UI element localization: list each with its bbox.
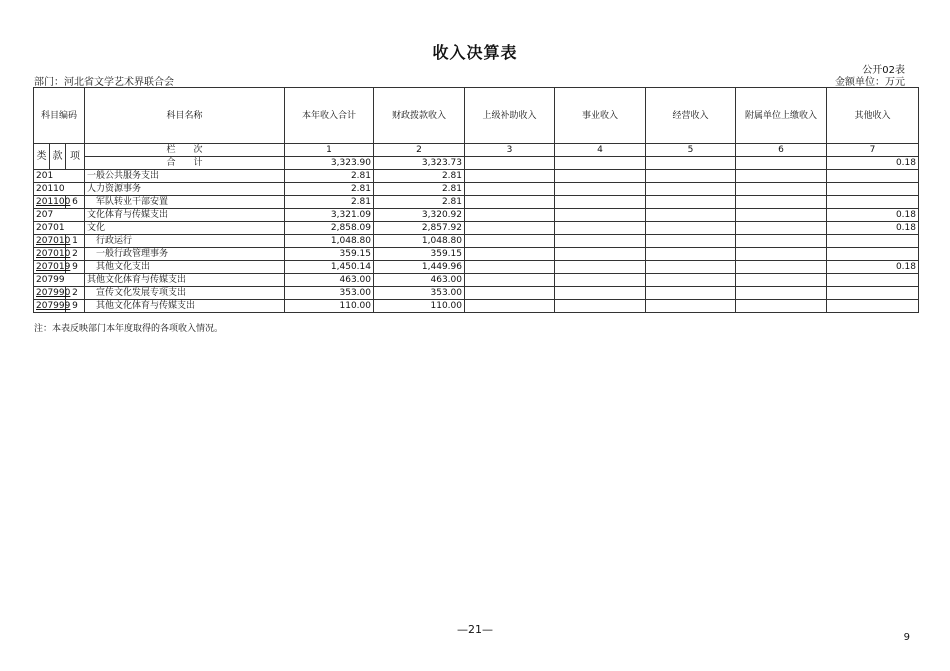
row-value-7: 0.18 bbox=[827, 209, 919, 222]
header-col-7: 其他收入 bbox=[827, 88, 919, 144]
sub-lanci: 栏 次 bbox=[85, 144, 285, 157]
table-row bbox=[34, 274, 919, 287]
row-value-6 bbox=[736, 235, 827, 248]
table-row bbox=[34, 196, 919, 209]
row-sub-code: 9 bbox=[66, 300, 85, 313]
row-name: 文化体育与传媒支出 bbox=[85, 209, 285, 222]
row-value-1: 2.81 bbox=[285, 196, 374, 209]
sub-num-4: 4 bbox=[555, 144, 646, 157]
income-table bbox=[33, 87, 919, 313]
row-value-1: 353.00 bbox=[285, 287, 374, 300]
row-value-2: 2,857.92 bbox=[374, 222, 465, 235]
row-value-5 bbox=[646, 183, 736, 196]
row-value-5 bbox=[646, 196, 736, 209]
row-sub-code: 9 bbox=[66, 261, 85, 274]
total-val-2: 3,323.73 bbox=[374, 157, 465, 170]
form-code: 公开02表 bbox=[862, 65, 905, 76]
page-number: —21— bbox=[457, 623, 493, 636]
row-value-4 bbox=[555, 235, 646, 248]
row-value-2: 3,320.92 bbox=[374, 209, 465, 222]
row-value-4 bbox=[555, 222, 646, 235]
row-value-3 bbox=[465, 183, 555, 196]
row-code: 207010 bbox=[34, 235, 66, 248]
row-value-6 bbox=[736, 274, 827, 287]
header-col-4: 事业收入 bbox=[555, 88, 646, 144]
row-value-3 bbox=[465, 274, 555, 287]
row-value-4 bbox=[555, 300, 646, 313]
row-value-6 bbox=[736, 222, 827, 235]
header-col-1: 本年收入合计 bbox=[285, 88, 374, 144]
row-name: 其他文化支出 bbox=[85, 261, 285, 274]
row-code: 20110 bbox=[34, 183, 85, 196]
header-code: 科目编码 bbox=[34, 88, 85, 144]
row-value-4 bbox=[555, 170, 646, 183]
total-val-1: 3,323.90 bbox=[285, 157, 374, 170]
row-value-3 bbox=[465, 261, 555, 274]
row-value-6 bbox=[736, 209, 827, 222]
total-val-5 bbox=[646, 157, 736, 170]
row-value-2: 359.15 bbox=[374, 248, 465, 261]
row-value-4 bbox=[555, 209, 646, 222]
sub-lei: 类 bbox=[34, 144, 50, 170]
row-value-2: 2.81 bbox=[374, 183, 465, 196]
total-val-3 bbox=[465, 157, 555, 170]
row-value-3 bbox=[465, 300, 555, 313]
row-value-6 bbox=[736, 261, 827, 274]
row-value-3 bbox=[465, 196, 555, 209]
row-value-1: 110.00 bbox=[285, 300, 374, 313]
row-value-3 bbox=[465, 287, 555, 300]
total-val-4 bbox=[555, 157, 646, 170]
row-value-3 bbox=[465, 235, 555, 248]
table-row bbox=[34, 261, 919, 274]
row-value-5 bbox=[646, 222, 736, 235]
corner-page-number: 9 bbox=[903, 632, 910, 643]
row-name: 宣传文化发展专项支出 bbox=[85, 287, 285, 300]
row-value-1: 2.81 bbox=[285, 170, 374, 183]
row-code: 207990 bbox=[34, 287, 66, 300]
row-value-7: 0.18 bbox=[827, 222, 919, 235]
sub-num-1: 1 bbox=[285, 144, 374, 157]
sub-num-2: 2 bbox=[374, 144, 465, 157]
header-col-2: 财政拨款收入 bbox=[374, 88, 465, 144]
row-value-7 bbox=[827, 274, 919, 287]
row-value-5 bbox=[646, 274, 736, 287]
sub-num-3: 3 bbox=[465, 144, 555, 157]
row-name: 人力资源事务 bbox=[85, 183, 285, 196]
table-body bbox=[34, 170, 919, 313]
sub-xiang: 项 bbox=[66, 144, 85, 170]
row-code: 201100 bbox=[34, 196, 66, 209]
header-col-3: 上级补助收入 bbox=[465, 88, 555, 144]
total-val-7: 0.18 bbox=[827, 157, 919, 170]
row-value-7: 0.18 bbox=[827, 261, 919, 274]
total-label: 合 计 bbox=[85, 157, 285, 170]
sub-kuan: 款 bbox=[50, 144, 66, 170]
row-value-1: 1,048.80 bbox=[285, 235, 374, 248]
row-sub-code: 2 bbox=[66, 287, 85, 300]
row-value-3 bbox=[465, 248, 555, 261]
table-row bbox=[34, 300, 919, 313]
page-title: 收入决算表 bbox=[432, 43, 518, 62]
row-value-5 bbox=[646, 300, 736, 313]
row-value-4 bbox=[555, 183, 646, 196]
table-row bbox=[34, 170, 919, 183]
row-name: 一般公共服务支出 bbox=[85, 170, 285, 183]
row-value-1: 2,858.09 bbox=[285, 222, 374, 235]
row-value-7 bbox=[827, 235, 919, 248]
row-sub-code: 6 bbox=[66, 196, 85, 209]
row-code: 207010 bbox=[34, 248, 66, 261]
row-value-3 bbox=[465, 170, 555, 183]
row-value-2: 1,048.80 bbox=[374, 235, 465, 248]
row-value-1: 463.00 bbox=[285, 274, 374, 287]
table-row bbox=[34, 222, 919, 235]
total-row bbox=[34, 157, 919, 170]
row-value-2: 353.00 bbox=[374, 287, 465, 300]
row-value-4 bbox=[555, 274, 646, 287]
subheader-row bbox=[34, 144, 919, 157]
row-value-7 bbox=[827, 183, 919, 196]
row-value-6 bbox=[736, 183, 827, 196]
row-value-5 bbox=[646, 170, 736, 183]
header-col-6: 附属单位上缴收入 bbox=[736, 88, 827, 144]
row-code: 20799 bbox=[34, 274, 85, 287]
table-row bbox=[34, 209, 919, 222]
row-value-2: 2.81 bbox=[374, 196, 465, 209]
row-value-7 bbox=[827, 300, 919, 313]
table-row bbox=[34, 235, 919, 248]
row-value-1: 359.15 bbox=[285, 248, 374, 261]
row-code: 207 bbox=[34, 209, 85, 222]
row-name: 其他文化体育与传媒支出 bbox=[85, 274, 285, 287]
header-name: 科目名称 bbox=[85, 88, 285, 144]
unit-label: 金额单位：万元 bbox=[835, 77, 905, 88]
row-code: 201 bbox=[34, 170, 85, 183]
department-label: 部门：河北省文学艺术界联合会 bbox=[34, 77, 174, 88]
row-value-2: 463.00 bbox=[374, 274, 465, 287]
row-value-3 bbox=[465, 222, 555, 235]
row-value-4 bbox=[555, 248, 646, 261]
row-value-2: 1,449.96 bbox=[374, 261, 465, 274]
row-name: 文化 bbox=[85, 222, 285, 235]
row-name: 其他文化体育与传媒支出 bbox=[85, 300, 285, 313]
row-value-5 bbox=[646, 235, 736, 248]
row-value-1: 2.81 bbox=[285, 183, 374, 196]
header-row bbox=[34, 88, 919, 144]
row-value-7 bbox=[827, 287, 919, 300]
row-value-5 bbox=[646, 248, 736, 261]
footnote: 注：本表反映部门本年度取得的各项收入情况。 bbox=[34, 324, 224, 334]
row-sub-code: 2 bbox=[66, 248, 85, 261]
row-name: 一般行政管理事务 bbox=[85, 248, 285, 261]
total-val-6 bbox=[736, 157, 827, 170]
row-value-7 bbox=[827, 196, 919, 209]
row-value-6 bbox=[736, 196, 827, 209]
header-col-5: 经营收入 bbox=[646, 88, 736, 144]
row-code: 20701 bbox=[34, 222, 85, 235]
table-row bbox=[34, 287, 919, 300]
row-value-7 bbox=[827, 248, 919, 261]
row-value-5 bbox=[646, 261, 736, 274]
row-value-2: 110.00 bbox=[374, 300, 465, 313]
row-value-7 bbox=[827, 170, 919, 183]
row-name: 行政运行 bbox=[85, 235, 285, 248]
row-code: 207999 bbox=[34, 300, 66, 313]
table-row bbox=[34, 248, 919, 261]
table-row bbox=[34, 183, 919, 196]
row-value-6 bbox=[736, 287, 827, 300]
row-value-4 bbox=[555, 261, 646, 274]
row-value-5 bbox=[646, 209, 736, 222]
row-value-4 bbox=[555, 196, 646, 209]
row-value-3 bbox=[465, 209, 555, 222]
row-value-6 bbox=[736, 170, 827, 183]
row-sub-code: 1 bbox=[66, 235, 85, 248]
sub-num-6: 6 bbox=[736, 144, 827, 157]
row-value-6 bbox=[736, 300, 827, 313]
row-value-1: 1,450.14 bbox=[285, 261, 374, 274]
row-value-4 bbox=[555, 287, 646, 300]
row-value-2: 2.81 bbox=[374, 170, 465, 183]
row-name: 军队转业干部安置 bbox=[85, 196, 285, 209]
row-value-1: 3,321.09 bbox=[285, 209, 374, 222]
row-value-5 bbox=[646, 287, 736, 300]
row-value-6 bbox=[736, 248, 827, 261]
sub-num-5: 5 bbox=[646, 144, 736, 157]
row-code: 207019 bbox=[34, 261, 66, 274]
sub-num-7: 7 bbox=[827, 144, 919, 157]
